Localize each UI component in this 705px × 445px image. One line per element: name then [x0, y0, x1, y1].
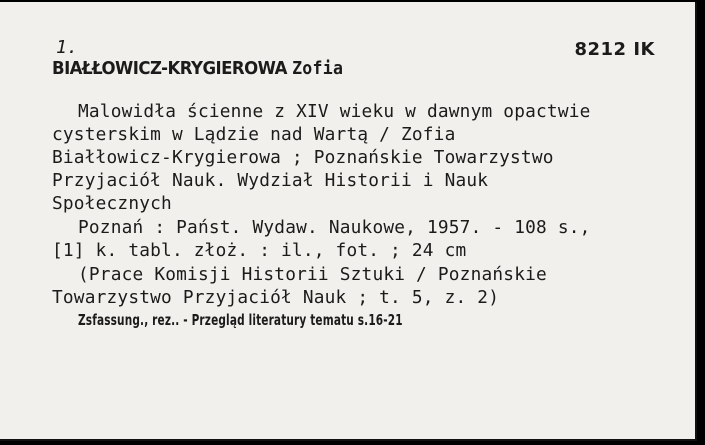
title-line-3: Białłowicz-Krygierowa ; Poznańskie Towarzystwo — [52, 147, 554, 168]
title-line-4: Przyjaciół Nauk. Wydział Historii i Nauk — [52, 170, 489, 191]
series-line-1: (Prace Komisji Historii Sztuki / Poznańskie — [78, 264, 547, 285]
author-surname: BIAŁŁOWICZ-KRYGIEROWA — [52, 58, 287, 79]
title-line-5: Społecznych — [52, 193, 172, 214]
title-line-1: Malowidła ścienne z XIV wieku w dawnym opactwie — [78, 101, 591, 122]
call-number: 8212 IK — [574, 39, 655, 60]
author-heading — [52, 57, 343, 80]
title-line-2: cysterskim w Lądzie nad Wartą / Zofia — [52, 124, 456, 145]
series-line-2: Towarzystwo Przyjaciół Nauk ; t. 5, z. 2) — [52, 287, 500, 308]
entry-number: 1. — [56, 37, 79, 58]
author-given-name: Zofia — [292, 58, 344, 79]
imprint-line-1: Poznań : Państ. Wydaw. Naukowe, 1957. - 108 s., — [78, 217, 591, 238]
note-line: Zsfassung., rez.. - Przegląd literatury tematu s.16-21 — [78, 311, 403, 329]
catalog-card — [0, 2, 697, 441]
imprint-line-2: [1] k. tabl. złoż. : il., fot. ; 24 cm — [52, 240, 467, 261]
